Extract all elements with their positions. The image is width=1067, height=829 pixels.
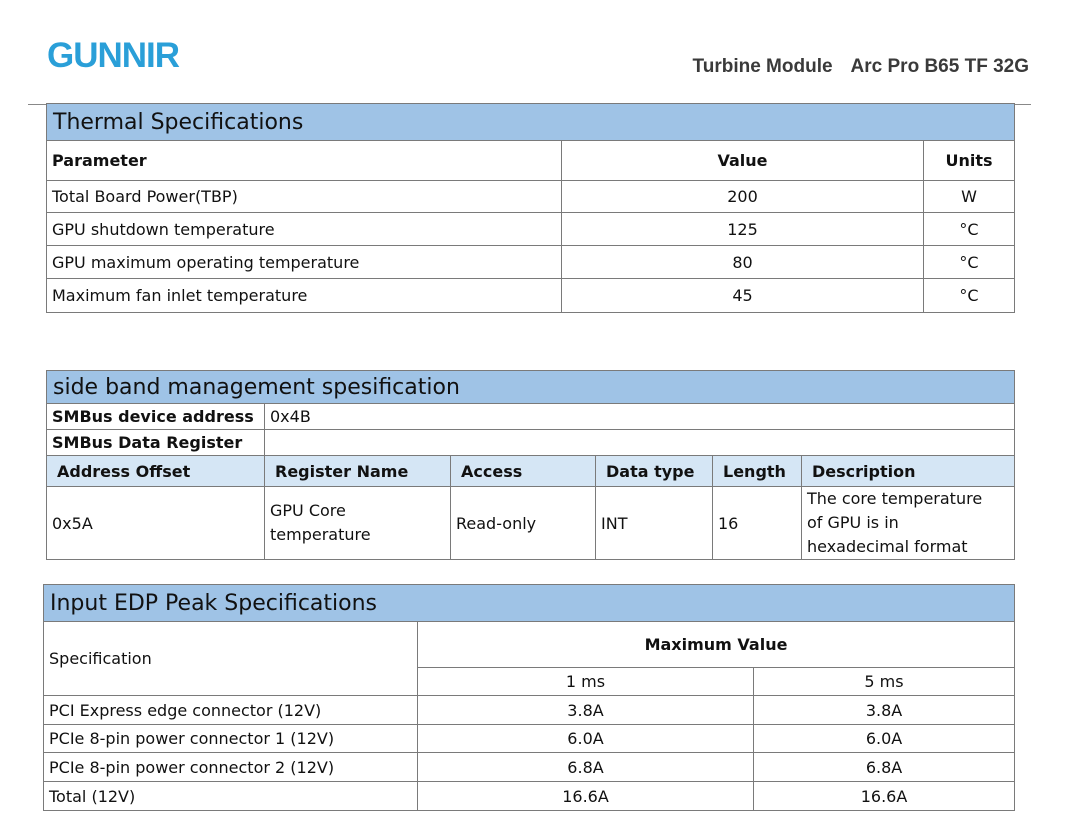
smbus-address-label: SMBus device address [47,404,265,430]
column-header-5ms: 5 ms [754,668,1015,696]
spec-name-cell: Total (12V) [44,782,418,811]
param-cell: Maximum fan inlet temperature [47,279,562,313]
sideband-section-title: side band management spesification [47,371,1015,404]
value-5ms-cell: 6.8A [754,753,1015,782]
header-title-product: Arc Pro B65 TF 32G [850,56,1029,77]
column-header-value: Value [562,141,924,181]
description-cell [802,487,1015,560]
column-header-parameter: Parameter [47,141,562,181]
spec-name-cell: PCIe 8-pin power connector 2 (12V) [44,753,418,782]
unit-cell: W [924,181,1015,213]
description-line: of GPU is in [807,513,899,532]
column-header-description: Description [802,456,1015,487]
register-name-line: temperature [270,525,371,544]
address-offset-cell: 0x5A [47,487,265,560]
column-header-length: Length [713,456,802,487]
description-line: The core temperature [807,489,983,508]
param-cell: GPU maximum operating temperature [47,246,562,279]
edp-section-title: Input EDP Peak Specifications [44,585,1015,622]
thermal-spec-table [46,103,1015,313]
brand-logo: GUNNIR [47,36,180,75]
maximum-value-header: Maximum Value [418,622,1015,668]
document-header-title [693,56,1029,78]
smbus-data-register-label: SMBus Data Register [47,430,265,456]
thermal-section-title: Thermal Specifications [47,104,1015,141]
column-header-access: Access [451,456,596,487]
unit-cell: °C [924,246,1015,279]
register-name-line: GPU Core [270,501,346,520]
value-5ms-cell: 16.6A [754,782,1015,811]
description-line: hexadecimal format [807,537,968,556]
data-type-cell: INT [596,487,713,560]
value-1ms-cell: 6.8A [418,753,754,782]
edp-peak-spec-table [43,584,1015,811]
register-name-cell [265,487,451,560]
value-1ms-cell: 6.0A [418,725,754,753]
param-cell: Total Board Power(TBP) [47,181,562,213]
value-5ms-cell: 6.0A [754,725,1015,753]
smbus-address-value: 0x4B [265,404,1015,430]
column-header-units: Units [924,141,1015,181]
table-row [44,725,1015,753]
unit-cell: °C [924,213,1015,246]
unit-cell: °C [924,279,1015,313]
specification-header: Specification [44,622,418,696]
table-row [47,246,1015,279]
value-1ms-cell: 16.6A [418,782,754,811]
spec-name-cell: PCI Express edge connector (12V) [44,696,418,725]
column-header-data-type: Data type [596,456,713,487]
value-cell: 125 [562,213,924,246]
spec-name-cell: PCIe 8-pin power connector 1 (12V) [44,725,418,753]
value-cell: 80 [562,246,924,279]
column-header-address-offset: Address Offset [47,456,265,487]
access-cell: Read-only [451,487,596,560]
table-row [44,782,1015,811]
table-row [44,753,1015,782]
table-row [47,213,1015,246]
length-cell: 16 [713,487,802,560]
value-5ms-cell: 3.8A [754,696,1015,725]
smbus-data-register-value [265,430,1015,456]
param-cell: GPU shutdown temperature [47,213,562,246]
header-title-module: Turbine Module [692,56,833,77]
table-row [47,181,1015,213]
table-row [47,279,1015,313]
value-cell: 200 [562,181,924,213]
column-header-register-name: Register Name [265,456,451,487]
table-row [47,487,1015,560]
value-cell: 45 [562,279,924,313]
value-1ms-cell: 3.8A [418,696,754,725]
sideband-management-table [46,370,1015,560]
column-header-1ms: 1 ms [418,668,754,696]
table-row [44,696,1015,725]
